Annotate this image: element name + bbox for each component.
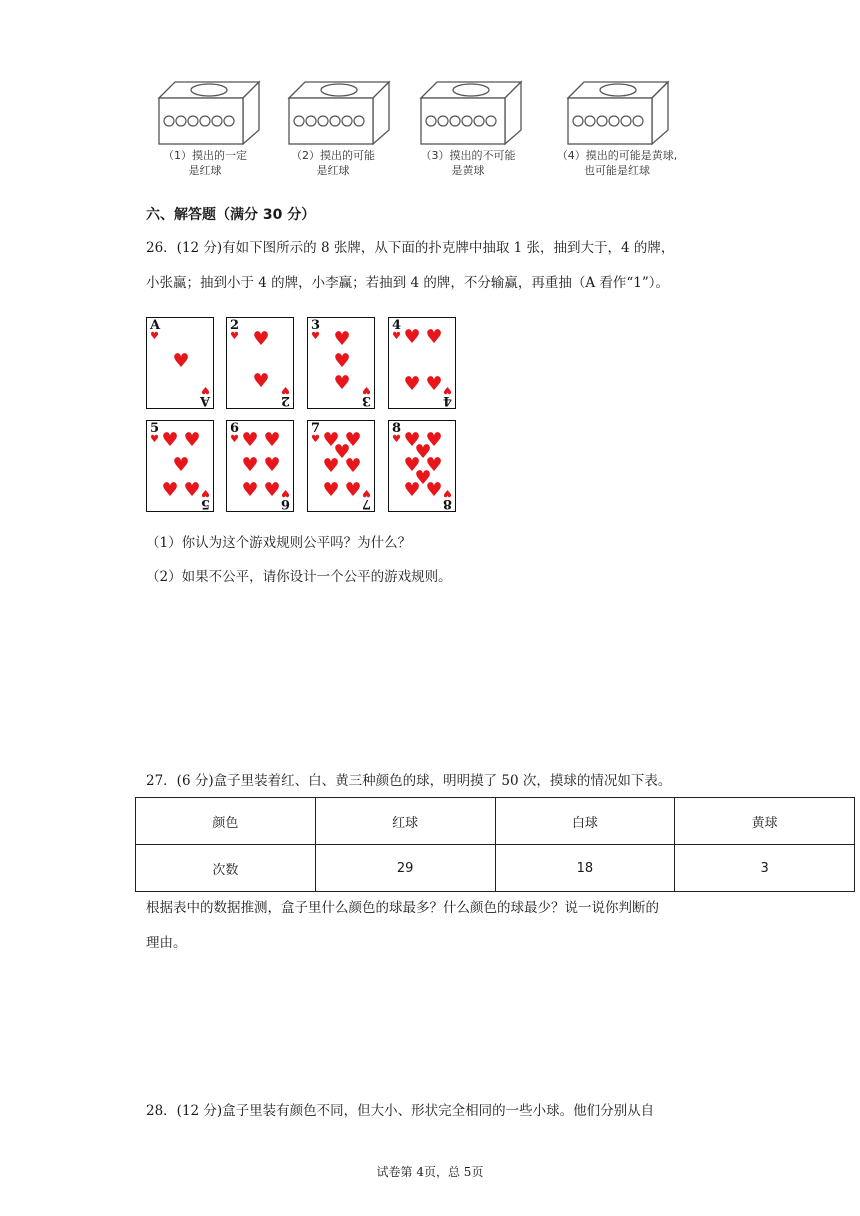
heart-icon: ♥ bbox=[263, 429, 281, 451]
heart-icon: ♥ bbox=[344, 455, 362, 477]
card-rank-bottom: 2 bbox=[280, 393, 290, 408]
card-rank: A bbox=[150, 318, 161, 333]
heart-icon: ♥ bbox=[263, 454, 281, 476]
section-title: 六、解答题（满分 30 分） bbox=[146, 207, 316, 223]
heart-icon: ♥ bbox=[333, 328, 351, 350]
heart-icon: ♥ bbox=[425, 326, 443, 348]
card-rank: 4 bbox=[392, 318, 402, 333]
heart-icon: ♥ bbox=[263, 479, 281, 501]
page-footer: 试卷第 4页，总 5页 bbox=[376, 1165, 484, 1179]
heart-icon: ♥ bbox=[403, 326, 421, 348]
heart-icon: ♥ bbox=[392, 331, 401, 342]
table-cell: 18 bbox=[495, 845, 675, 892]
card-4 bbox=[388, 317, 456, 409]
heart-icon: ♥ bbox=[414, 441, 432, 463]
card-6 bbox=[226, 420, 294, 512]
heart-icon: ♥ bbox=[403, 479, 421, 501]
ball-count-table bbox=[135, 797, 855, 892]
card-rank: 8 bbox=[392, 421, 402, 436]
card-rank: 5 bbox=[150, 421, 160, 436]
card-rank-bottom: 4 bbox=[442, 393, 452, 408]
card-rank-bottom: 6 bbox=[280, 496, 290, 511]
heart-icon: ♥ bbox=[241, 429, 259, 451]
heart-icon: ♥ bbox=[252, 328, 270, 350]
box-caption-4: （4）摸出的可能是黄球, 也可能是红球 bbox=[556, 149, 678, 177]
q26-subquestion-2: （2）如果不公平，请你设计一个公平的游戏规则。 bbox=[146, 569, 452, 585]
heart-icon: ♥ bbox=[362, 487, 371, 498]
q27-text: 27．(6 分)盒子里装着红、白、黄三种颜色的球，明明摸了 50 次，摸球的情况如下表。 bbox=[146, 773, 672, 789]
heart-icon: ♥ bbox=[252, 370, 270, 392]
heart-icon: ♥ bbox=[425, 373, 443, 395]
heart-icon: ♥ bbox=[150, 434, 159, 445]
card-rank-bottom: 3 bbox=[361, 393, 371, 408]
card-8 bbox=[388, 420, 456, 512]
q28-text: 28．(12 分)盒子里装有颜色不同，但大小、形状完全相同的一些小球。他们分别从自 bbox=[146, 1103, 655, 1119]
box-caption-2: （2）摸出的可能 是红球 bbox=[291, 149, 375, 177]
card-rank-bottom: A bbox=[199, 393, 210, 408]
card-5 bbox=[146, 420, 214, 512]
heart-icon: ♥ bbox=[281, 487, 290, 498]
heart-icon: ♥ bbox=[333, 441, 351, 463]
ball-box-4 bbox=[564, 78, 670, 148]
heart-icon: ♥ bbox=[443, 384, 452, 395]
q27-question-line2: 理由。 bbox=[146, 935, 187, 951]
heart-icon: ♥ bbox=[201, 384, 210, 395]
q26-subquestion-1: （1）你认为这个游戏规则公平吗？为什么？ bbox=[146, 535, 412, 551]
heart-icon: ♥ bbox=[311, 331, 320, 342]
table-cell: 白球 bbox=[495, 798, 675, 845]
q26-text-line2: 小张赢；抽到小于 4 的牌，小李赢；若抽到 4 的牌，不分输赢，再重抽（A 看作“1”）。 bbox=[146, 275, 670, 291]
heart-icon: ♥ bbox=[443, 487, 452, 498]
heart-icon: ♥ bbox=[403, 454, 421, 476]
heart-icon: ♥ bbox=[183, 429, 201, 451]
box-caption-3: （3）摸出的不可能 是黄球 bbox=[420, 149, 516, 177]
heart-icon: ♥ bbox=[392, 434, 401, 445]
card-7 bbox=[307, 420, 375, 512]
heart-icon: ♥ bbox=[403, 429, 421, 451]
card-rank-bottom: 5 bbox=[200, 496, 210, 511]
heart-icon: ♥ bbox=[425, 454, 443, 476]
playing-cards bbox=[146, 317, 466, 517]
table-row bbox=[136, 845, 855, 892]
heart-icon: ♥ bbox=[425, 479, 443, 501]
ball-box-2 bbox=[285, 78, 391, 148]
table-cell: 次数 bbox=[136, 845, 316, 892]
card-a bbox=[146, 317, 214, 409]
table-cell: 29 bbox=[315, 845, 495, 892]
heart-icon: ♥ bbox=[150, 331, 159, 342]
heart-icon: ♥ bbox=[230, 434, 239, 445]
table-cell: 颜色 bbox=[136, 798, 316, 845]
card-rank-bottom: 8 bbox=[442, 496, 452, 511]
card-2 bbox=[226, 317, 294, 409]
heart-icon: ♥ bbox=[161, 479, 179, 501]
heart-icon: ♥ bbox=[344, 479, 362, 501]
card-rank: 3 bbox=[311, 318, 321, 333]
heart-icon: ♥ bbox=[311, 434, 320, 445]
heart-icon: ♥ bbox=[161, 429, 179, 451]
card-rank: 6 bbox=[230, 421, 240, 436]
q26-text-line1: 26．(12 分)有如下图所示的 8 张牌，从下面的扑克牌中抽取 1 张，抽到大于，4 的牌， bbox=[146, 240, 675, 256]
heart-icon: ♥ bbox=[333, 350, 351, 372]
heart-icon: ♥ bbox=[172, 350, 190, 372]
heart-icon: ♥ bbox=[322, 429, 340, 451]
heart-icon: ♥ bbox=[414, 467, 432, 489]
card-rank: 2 bbox=[230, 318, 240, 333]
table-row bbox=[136, 798, 855, 845]
heart-icon: ♥ bbox=[281, 384, 290, 395]
heart-icon: ♥ bbox=[362, 384, 371, 395]
table-cell: 黄球 bbox=[675, 798, 855, 845]
card-rank: 7 bbox=[311, 421, 321, 436]
heart-icon: ♥ bbox=[183, 479, 201, 501]
heart-icon: ♥ bbox=[333, 372, 351, 394]
box-caption-1: （1）摸出的一定 是红球 bbox=[163, 149, 247, 177]
ball-box-1 bbox=[155, 78, 261, 148]
card-3 bbox=[307, 317, 375, 409]
table-cell: 3 bbox=[675, 845, 855, 892]
heart-icon: ♥ bbox=[201, 487, 210, 498]
ball-box-3 bbox=[417, 78, 523, 148]
heart-icon: ♥ bbox=[322, 455, 340, 477]
heart-icon: ♥ bbox=[241, 454, 259, 476]
table-cell: 红球 bbox=[315, 798, 495, 845]
heart-icon: ♥ bbox=[230, 331, 239, 342]
card-rank-bottom: 7 bbox=[361, 496, 371, 511]
q27-question-line1: 根据表中的数据推测，盒子里什么颜色的球最多？什么颜色的球最少？说一说你判断的 bbox=[146, 900, 659, 916]
heart-icon: ♥ bbox=[403, 373, 421, 395]
heart-icon: ♥ bbox=[241, 479, 259, 501]
heart-icon: ♥ bbox=[322, 479, 340, 501]
heart-icon: ♥ bbox=[172, 454, 190, 476]
heart-icon: ♥ bbox=[344, 429, 362, 451]
heart-icon: ♥ bbox=[425, 429, 443, 451]
ball-boxes-figure bbox=[150, 78, 710, 186]
